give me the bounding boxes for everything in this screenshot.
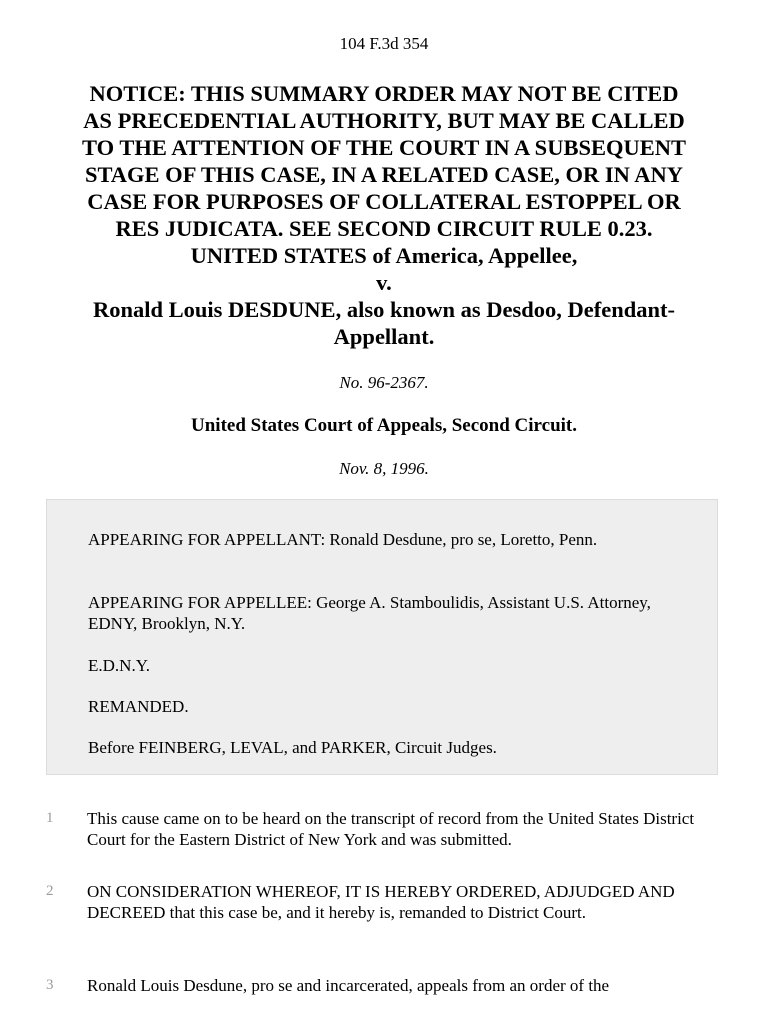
paragraph-number: 2 (46, 883, 54, 899)
notice-line: RES JUDICATA. SEE SECOND CIRCUIT RULE 0.23. (115, 216, 653, 241)
counsel-panel (46, 499, 718, 775)
notice-line: AS PRECEDENTIAL AUTHORITY, BUT MAY BE CALLED (83, 108, 685, 133)
court-name: United States Court of Appeals, Second Circuit. (191, 415, 577, 436)
paragraph-text: This cause came on to be heard on the transcript of record from the United States District Court for the Eastern District of New York and was submitted. (87, 809, 695, 849)
appellant-party-line: Appellant. (333, 324, 435, 349)
paragraph-text: Ronald Louis Desdune, pro se and incarcerated, appeals from an order of the (87, 976, 610, 995)
decision-date: Nov. 8, 1996. (339, 459, 429, 478)
paragraph-number: 3 (46, 977, 54, 993)
notice-line: CASE FOR PURPOSES OF COLLATERAL ESTOPPEL OR (87, 189, 681, 214)
lower-court: E.D.N.Y. (88, 656, 151, 675)
paragraph-text: ON CONSIDERATION WHEREOF, IT IS HEREBY ORDERED, ADJUDGED AND DECREED that this case be, and it hereby is, remanded to District Court. (87, 882, 675, 922)
versus: v. (376, 270, 392, 295)
judges-panel: Before FEINBERG, LEVAL, and PARKER, Circuit Judges. (88, 738, 497, 757)
case-caption (40, 80, 728, 350)
appellant-party-line: Ronald Louis DESDUNE, also known as Desdoo, Defendant- (92, 297, 675, 322)
notice-line: TO THE ATTENTION OF THE COURT IN A SUBSEQUENT (82, 135, 686, 160)
notice-line: NOTICE: THIS SUMMARY ORDER MAY NOT BE CITED (89, 81, 679, 106)
notice-line: STAGE OF THIS CASE, IN A RELATED CASE, OR IN ANY (84, 162, 684, 187)
appellee-counsel: APPEARING FOR APPELLEE: George A. Stamboulidis, Assistant U.S. Attorney, EDNY, Brooklyn, N.Y. (88, 593, 651, 633)
case-citation: 104 F.3d 354 (339, 34, 429, 53)
paragraph-number: 1 (46, 810, 54, 826)
appellee-party: UNITED STATES of America, Appellee, (190, 243, 578, 268)
appellant-counsel: APPEARING FOR APPELLANT: Ronald Desdune, pro se, Loretto, Penn. (88, 530, 598, 549)
docket-number: No. 96-2367. (339, 373, 429, 392)
disposition: REMANDED. (88, 697, 189, 716)
